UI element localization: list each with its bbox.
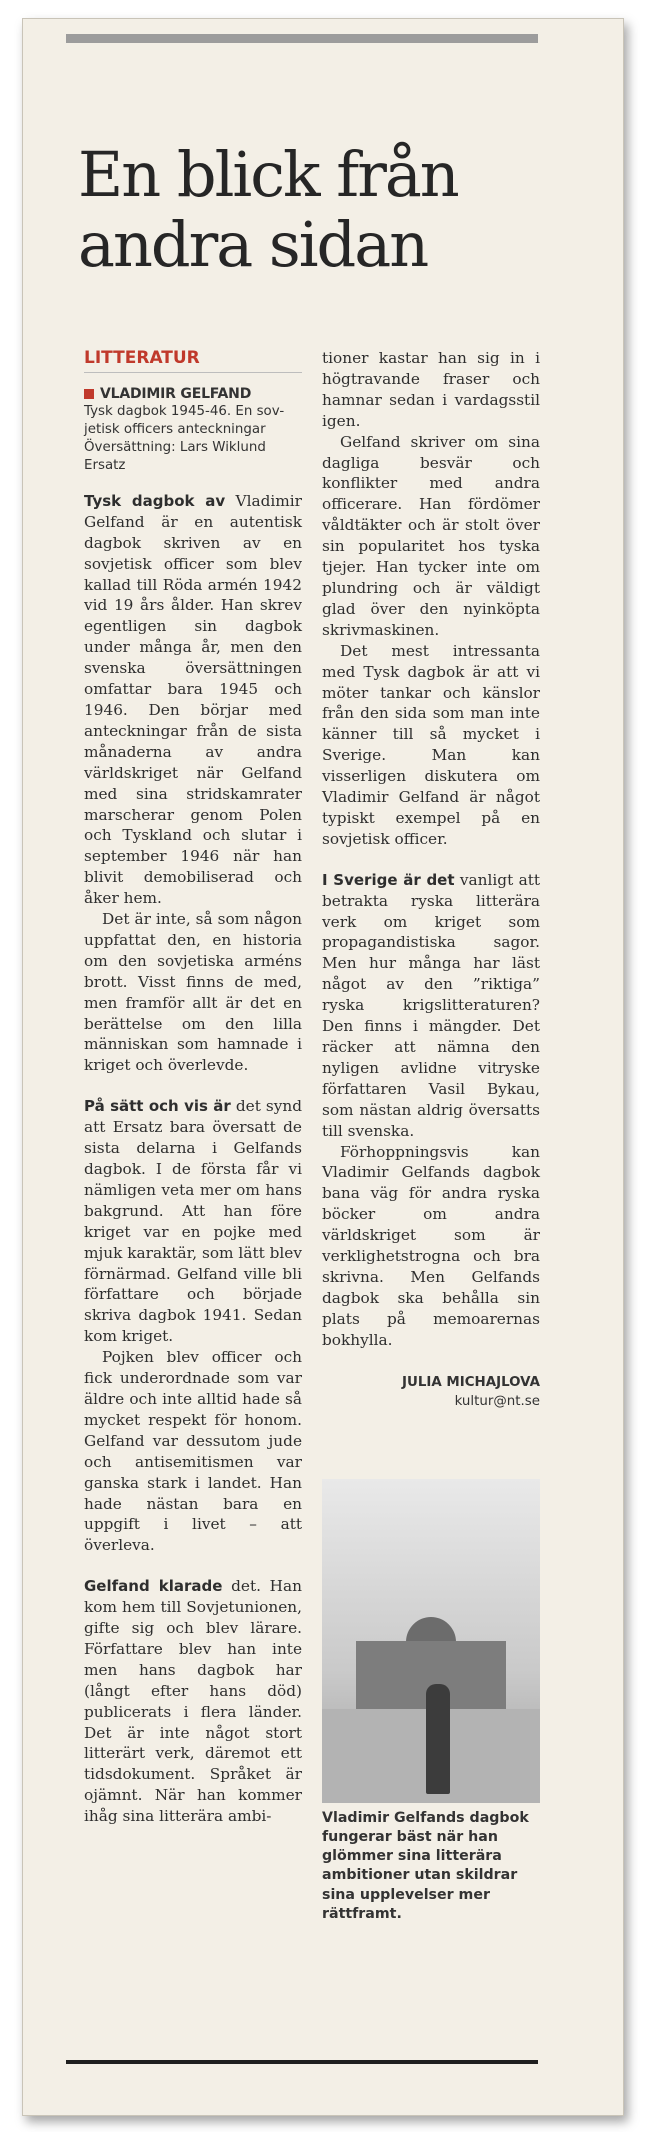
paragraph-lead: På sätt och vis är [84, 1097, 231, 1116]
book-factbox [84, 385, 302, 475]
factbox-author: VLADIMIR GELFAND [100, 385, 252, 402]
body-paragraph [84, 1347, 302, 1556]
paragraph-lead: Gelfand klarade [84, 1577, 223, 1596]
body-paragraph [322, 870, 540, 1142]
paragraph-lead: Tysk dagbok av [84, 491, 226, 510]
red-square-icon [84, 389, 94, 399]
body-paragraph [84, 1096, 302, 1347]
paragraph-lead: I Sverige är det [322, 870, 455, 889]
body-paragraph [84, 491, 302, 909]
paragraph-text: det synd att Ersatz bara översatt de sista delarna i Gelfands dagbok. I de första får vi nämligen veta mer om hans bakgrund. Att han före kriget var en pojke med mjuk karaktär, som lätt blev förnärmad. Gelfand ville bli författare och började skriva dagbok 1941. Sedan kom kriget. [84, 1097, 302, 1346]
paragraph-text: Gelfand skriver om sina dagliga besvär och konflikter med andra officerare. Han fördömer våldtäkter och är stolt över sin popularitet hos tyska tjejer. Han tycker inte om plundring och är väldigt glad över den nyinköpta skrivmaskinen. [322, 432, 540, 639]
factbox-author-row [84, 385, 302, 403]
body-paragraph [84, 1576, 302, 1827]
paragraph-text: Vladimir Gelfand är en autentisk dagbok skriven av en sovjetisk officer som blev kallad till Röda armén 1942 vid 19 års ålder. Han skrev egentligen sin dagbok under många år, men den svenska översättningen omfattar bara 1945 och 1946. Den börjar med anteckningar från de sista månaderna av andra världskriget när Gelfand med sina stridskamrater marscherar genom Polen och Tyskland och slutar i september 1946 när han blivit demobiliserad och åker hem. [84, 491, 302, 908]
byline [322, 1373, 540, 1411]
photo-caption: Vladimir Gelfands dagbok fungerar bäst när han glömmer sina litterära ambitioner utan skildrar sina upplevelser mer rättframt. [322, 1809, 529, 1923]
factbox-book-title: Tysk dagbok 1945-46. En sov-jetisk officers anteckningar [84, 403, 285, 437]
body-paragraph [322, 641, 540, 850]
paragraph-text: Det mest intressanta med Tysk dagbok är att vi möter tankar och känslor från den sida som man inte känner till så mycket i Sverige. Man kan visserligen diskutera om Vladimir Gelfand är något typiskt exempel på en sovjetisk officer. [322, 641, 540, 848]
paragraph-text: Det är inte, så som någon uppfattat den, en historia om den sovjetiska arméns brott. Visst finns de med, men framför allt är det en berättelse om den lilla människan som hamnade i kriget och överlevde. [84, 910, 302, 1075]
section-label: LITTERATUR [84, 348, 302, 373]
headline: En blick från andra sidan [78, 138, 458, 281]
paragraph-text: det. Han kom hem till Sovjetunionen, gifte sig och blev lärare. Författare blev han inte men hans dagbok har (långt efter hans död) publicerats i flera länder. Det är inte något stort litterärt verk, däremot ett tidsdokument. Språket är ojämnt. När han kommer ihåg sina litterära ambi- [84, 1577, 302, 1826]
body-paragraph [322, 1142, 540, 1351]
factbox-translator: Översättning: Lars Wiklund [84, 439, 266, 455]
paragraph-text: tioner kastar han sig in i högtravande fraser och hamnar sedan i vardagsstil igen. [322, 349, 540, 430]
paragraph-text: Förhoppningsvis kan Vladimir Gelfands dagbok bana väg för andra ryska böcker om andra världskriget som är verklighetstrogna och bra skrivna. Men Gelfands dagbok ska behålla sin plats på memoarernas bokhylla. [322, 1142, 540, 1349]
body-paragraph [322, 348, 540, 432]
left-column [84, 348, 302, 1827]
bottom-rule [66, 2060, 538, 2064]
body-paragraph [84, 909, 302, 1076]
top-rule [66, 34, 538, 43]
paragraph-text: Pojken blev officer och fick underordnade som var äldre och inte alltid hade så mycket respekt för honom. Gelfand var dessutom jude och antisemitismen var ganska stark i landet. Han hade nästan bara en uppgift i livet – att överleva. [84, 1348, 302, 1555]
photo-soldier [426, 1684, 450, 1794]
body-paragraph [322, 432, 540, 641]
right-column [322, 348, 540, 1924]
paragraph-text: vanligt att betrakta ryska litterära verk om kriget som propagandistiska sagor. Men hur många har läst något av den ”riktiga” ryska krigslitteraturen? Den finns i mängder. Det räcker att nämna den nyligen avlidne vitryske författaren Vasil Bykau, som nästan aldrig översatts till svenska. [322, 870, 540, 1140]
byline-email: kultur@nt.se [454, 1393, 540, 1409]
factbox-publisher: Ersatz [84, 457, 126, 473]
byline-name: JULIA MICHAJLOVA [402, 1374, 540, 1390]
reichstag-photo [322, 1479, 540, 1803]
